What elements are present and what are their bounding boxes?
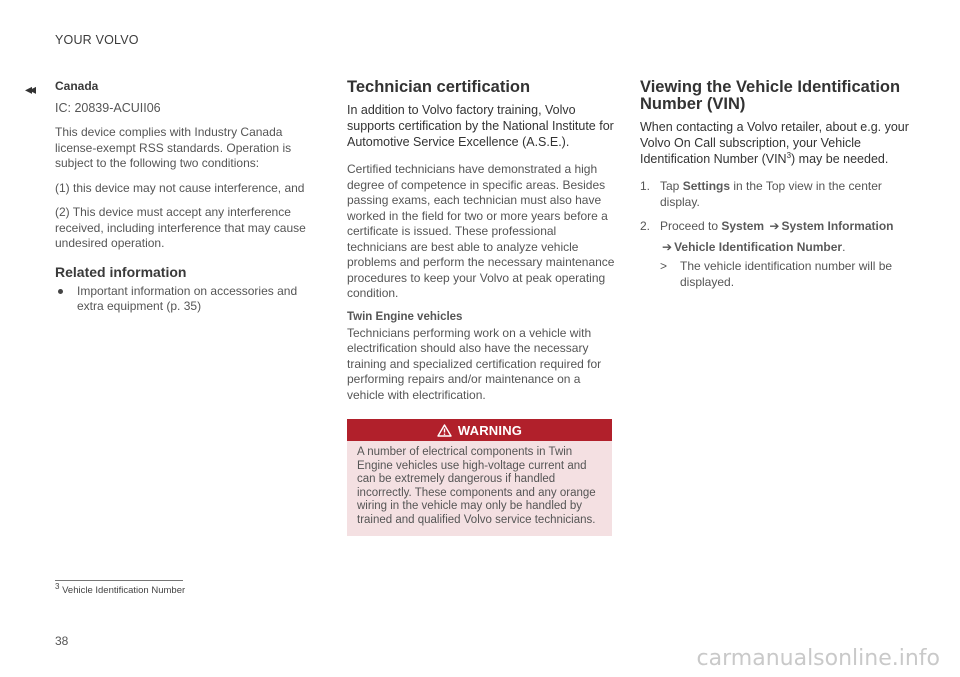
warning-box <box>347 419 612 536</box>
warning-title: WARNING <box>457 422 523 438</box>
arrow-right-icon: ➔ <box>769 219 780 233</box>
related-information-list <box>55 284 320 315</box>
settings-label: Settings <box>682 179 731 193</box>
step-number: 2. <box>640 219 651 233</box>
warning-header <box>347 419 612 441</box>
continuation-marker-icon: ◂◂ <box>25 81 34 97</box>
step-result: > The vehicle identification number will be displayed. <box>660 259 893 289</box>
step-number: 1. <box>640 179 651 193</box>
column-vin <box>640 79 910 299</box>
twin-engine-paragraph: Technicians performing work on a vehicle with electrification should also have the necessary training and specialized certification required for performing repairs and/or maintenance on a vehicle with electrification. <box>347 325 602 402</box>
vin-steps <box>640 179 910 290</box>
warning-text: A number of electrical components in Twin Engine vehicles use high-voltage current and can be extremely dangerous if handled incorrectly. These components and any orange wiring in the vehicle may only be handled by trained and qualified Volvo service technicians. <box>357 446 596 526</box>
ic-number: IC: 20839-ACUII06 <box>55 101 161 115</box>
technician-certification-heading: Technician certification <box>347 78 531 96</box>
step-item: 2. Proceed to System ➔ System Information ➔ Vehicle Identification Number. > The vehicle identification number will be displayed. <box>640 219 910 290</box>
result-marker: > <box>660 259 668 273</box>
related-information-heading: Related information <box>55 263 187 280</box>
vin-heading: Viewing the Vehicle Identification Number (VIN) <box>640 78 901 113</box>
system-information-label: System Information <box>781 219 894 233</box>
canada-paragraph: (2) This device must accept any interference received, including interference that may cause undesired operation. <box>55 205 306 250</box>
watermark: carmanualsonline.info <box>696 646 940 671</box>
related-link[interactable] <box>55 284 320 315</box>
step-item: 1. Tap Settings in the Top view in the center display. <box>640 179 882 209</box>
canada-paragraph: (1) this device may not cause interference, and <box>55 180 305 195</box>
related-link-text: Important information on accessories and extra equipment (p. 35) <box>77 283 298 313</box>
canada-paragraph: This device complies with Industry Canada license-exempt RSS standards. Operation is subject to the following two conditions: <box>55 125 292 170</box>
arrow-right-icon: ➔ <box>662 239 673 254</box>
warning-triangle-icon <box>437 424 452 437</box>
system-label: System <box>721 219 765 233</box>
vin-menu-label: Vehicle Identification Number <box>674 239 843 254</box>
column-canada <box>55 79 320 315</box>
technician-paragraph: Certified technicians have demonstrated a high degree of competence in specific areas. Besides passing exams, each technician must also have worked in the field for two or more years before a certificate is issued. These professional technicians are best able to analyze vehicle problems and perform the necessary maintenance procedures to keep your Volvo at peak operating condition. <box>347 162 615 300</box>
footnote-ref[interactable]: 3 <box>786 150 792 160</box>
footnote: $^3$ Vehicle Identification Number <box>55 581 186 596</box>
vin-lead: When contacting a Volvo retailer, about e.g. your Volvo On Call subscription, your Vehicle Identification Number (VIN$^3$) may be needed. <box>640 120 909 166</box>
column-technician-certification <box>347 79 615 536</box>
canada-subheading: Canada <box>55 79 99 93</box>
technician-lead: In addition to Volvo factory training, Volvo supports certification by the National Institute for Automotive Service Excellence (A.S.E.). <box>347 103 614 149</box>
page-header: YOUR VOLVO <box>55 33 139 47</box>
footnote-divider <box>55 580 183 581</box>
twin-engine-subheading: Twin Engine vehicles <box>347 310 463 323</box>
page-number: 38 <box>55 634 69 648</box>
bullet-icon <box>58 289 63 294</box>
